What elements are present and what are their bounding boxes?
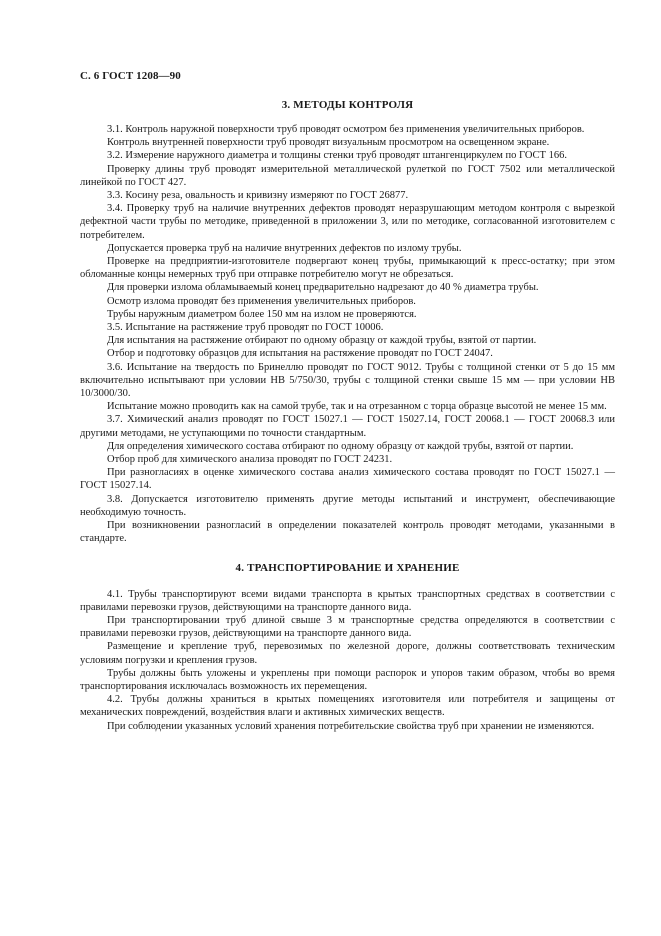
paragraph: 3.1. Контроль наружной поверхности труб проводят осмотром без применения увеличительных приборов. [107,124,585,135]
paragraph: Допускается проверка труб на наличие внутренних дефектов по излому трубы. [107,242,462,254]
paragraph: Контроль внутренней поверхности труб проводят визуальным просмотром на освещенном экране. [107,137,550,149]
paragraph: 3.4. Проверку труб на наличие внутренних дефектов проводят неразрушающим методом контроля с вырезкой дефектной части трубы по методике, приведенной в приложении 3, или по методике, согласованной изготовителем с потребителем. [80,203,615,241]
paragraph: 3.7. Химический анализ проводят по ГОСТ 15027.1 — ГОСТ 15027.14, ГОСТ 20068.1 — ГОСТ 20068.3 или другими методами, не уступающими по точности стандартным. [80,414,615,439]
paragraph: Трубы должны быть уложены и укреплены при помощи распорок и упоров таким образом, чтобы во время транспортирования исключалась возможность их перемещения. [80,667,615,692]
paragraph: 3.5. Испытание на растяжение труб проводят по ГОСТ 10006. [107,322,384,334]
paragraph: 3.8. Допускается изготовителю применять другие методы испытаний и инструмент, обеспечивающие необходимую точность. [80,493,615,518]
section-title-transport-storage: 4. ТРАНСПОРТИРОВАНИЕ И ХРАНЕНИЕ [235,561,460,574]
paragraph: 3.3. Косину реза, овальность и кривизну измеряют по ГОСТ 26877. [107,190,409,202]
paragraph: При транспортировании труб длиной свыше 3 м транспортные средства определяются в соответствии с правилами перевозки грузов, действующими на транспорте данного вида. [80,614,615,640]
paragraph: Проверке на предприятии-изготовителе подвергают конец трубы, примыкающий к пресс-остатку; при этом обломанные концы немерных труб при отправке потребителю могут не обрезаться. [80,256,615,281]
paragraph: Для определения химического состава отбирают по одному образцу от каждой трубы, взятой от партии. [107,440,574,452]
section-body-transport-storage [80,588,615,733]
section-title-control-methods: 3. МЕТОДЫ КОНТРОЛЯ [281,99,414,111]
paragraph: 4.1. Трубы транспортируют всеми видами транспорта в крытых транспортных средствах в соответствии с правилами перевозки грузов, действующими на транспорте данного вида. [80,588,615,613]
paragraph: Размещение и крепление труб, перевозимых по железной дороге, должны соответствовать техническим условиям погрузки и крепления грузов. [80,641,615,666]
paragraph: При соблюдении указанных условий хранения потребительские свойства труб при хранении не изменяются. [107,720,595,732]
section-body-control-methods [80,123,615,546]
paragraph: Испытание можно проводить как на самой трубе, так и на отрезанном с торца образце высотой не менее 15 мм. [107,401,607,413]
paragraph: Отбор и подготовку образцов для испытания на растяжение проводят по ГОСТ 24047. [107,348,493,360]
paragraph: Для испытания на растяжение отбирают по одному образцу от каждой трубы, взятой от партии. [107,335,537,347]
paragraph: Для проверки излома обламываемый конец предварительно надрезают до 40 % диаметра трубы. [107,282,539,294]
paragraph: Осмотр излома проводят без применения увеличительных приборов. [107,295,416,307]
paragraph: Проверку длины труб проводят измерительной металлической рулеткой по ГОСТ 7502 или металлической линейкой по ГОСТ 427. [80,163,615,188]
paragraph: При разногласиях в оценке химического состава анализ химического состава проводят по ГОСТ 15027.1 — ГОСТ 15027.14. [80,467,615,492]
page-header: С. 6 ГОСТ 1208—90 [80,70,181,82]
paragraph: Трубы наружным диаметром более 150 мм на излом не проверяются. [107,308,417,320]
paragraph: При возникновении разногласий в определении показателей контроль проводят методами, указанными в стандарте. [80,520,615,545]
paragraph: 3.2. Измерение наружного диаметра и толщины стенки труб проводят штангенциркулем по ГОСТ 166. [107,150,567,162]
paragraph: 4.2. Трубы должны храниться в крытых помещениях изготовителя или потребителя и защищены от механических повреждений, воздействия влаги и активных химических веществ. [80,694,615,719]
paragraph: Отбор проб для химического анализа проводят по ГОСТ 24231. [107,454,393,466]
paragraph: 3.6. Испытание на твердость по Бринеллю проводят по ГОСТ 9012. Трубы с толщиной стенки от 5 до 15 мм включительно испытывают при условии НВ 5/750/30, трубы с толщиной стенки свыше 15 мм — при условии НВ 10/3000/30. [80,361,615,400]
